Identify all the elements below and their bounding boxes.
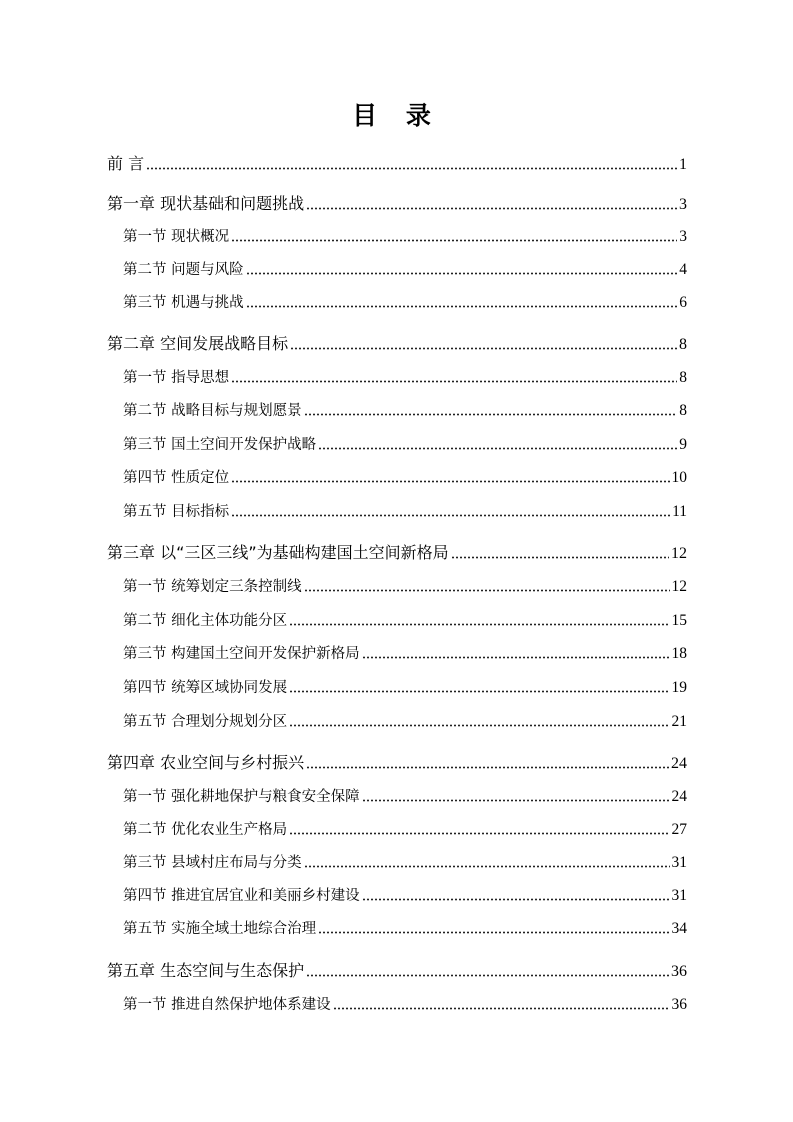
toc-page-number: 3 xyxy=(679,228,687,245)
dot-leader xyxy=(318,920,669,935)
toc-entry-label: 第二节 细化主体功能分区 xyxy=(123,613,288,629)
toc-page-number: 34 xyxy=(671,920,687,937)
dot-leader xyxy=(289,713,669,728)
toc-section-entry[interactable] xyxy=(123,851,687,872)
toc-section-entry[interactable] xyxy=(123,609,687,630)
toc-section-entry[interactable] xyxy=(123,642,687,663)
dot-leader xyxy=(304,854,670,869)
toc-entry-label: 前 言 xyxy=(107,154,145,173)
toc-entry-label: 第四节 性质定位 xyxy=(123,470,230,486)
toc-page-number: 21 xyxy=(671,713,687,730)
dot-leader xyxy=(246,294,678,309)
toc-entry-label: 第三节 机遇与挑战 xyxy=(123,295,244,311)
toc-entry-label: 第一节 现状概况 xyxy=(123,229,230,245)
toc-section-entry[interactable] xyxy=(123,500,687,521)
toc-page-number: 36 xyxy=(671,963,687,980)
toc-entry-label: 第四节 推进宜居宜业和美丽乡村建设 xyxy=(123,888,360,904)
toc-section-entry[interactable] xyxy=(123,291,687,312)
toc-page-number: 10 xyxy=(671,469,687,486)
dot-leader xyxy=(290,334,677,350)
toc-page-number: 31 xyxy=(671,854,687,871)
toc-chapter-entry[interactable] xyxy=(107,750,687,773)
toc-entry-label: 第五节 合理划分规划分区 xyxy=(123,714,288,730)
toc-entry-label: 第三节 构建国土空间开发保护新格局 xyxy=(123,646,360,662)
toc-entry-label: 第二节 战略目标与规划愿景 xyxy=(123,403,302,419)
dot-leader xyxy=(146,154,677,170)
dot-leader xyxy=(289,821,669,836)
toc-entry-label: 第四章 农业空间与乡村振兴 xyxy=(107,753,305,772)
dot-leader xyxy=(289,612,669,627)
toc-page-number: 6 xyxy=(679,294,687,311)
toc-section-entry[interactable] xyxy=(123,433,687,454)
toc-chapter-entry[interactable] xyxy=(107,151,687,174)
toc-page-number: 3 xyxy=(679,196,687,213)
toc-section-entry[interactable] xyxy=(123,710,687,731)
dot-leader xyxy=(231,228,677,243)
dot-leader xyxy=(362,887,670,902)
toc-section-entry[interactable] xyxy=(123,366,687,387)
toc-page-number: 11 xyxy=(672,503,687,520)
toc-page-number: 12 xyxy=(671,545,687,562)
dot-leader xyxy=(362,788,670,803)
toc-entry-label: 第一节 强化耕地保护与粮食安全保障 xyxy=(123,789,360,805)
toc-entry-label: 第二节 问题与风险 xyxy=(123,262,244,278)
toc-page-number: 8 xyxy=(679,402,687,419)
dot-leader xyxy=(306,961,669,977)
toc-section-entry[interactable] xyxy=(123,993,687,1014)
toc-section-entry[interactable] xyxy=(123,258,687,279)
toc-section-entry[interactable] xyxy=(123,884,687,905)
toc-section-entry[interactable] xyxy=(123,575,687,596)
dot-leader xyxy=(306,753,669,769)
dot-leader xyxy=(451,543,669,559)
toc-entry-label: 第五节 目标指标 xyxy=(123,504,230,520)
toc-section-entry[interactable] xyxy=(123,466,687,487)
toc-page-number: 31 xyxy=(671,887,687,904)
dot-leader xyxy=(318,436,677,451)
dot-leader xyxy=(362,645,670,660)
toc-entry-label: 第一章 现状基础和问题挑战 xyxy=(107,194,305,213)
toc-page-number: 36 xyxy=(671,996,687,1013)
dot-leader xyxy=(246,261,678,276)
toc-section-entry[interactable] xyxy=(123,917,687,938)
dot-leader xyxy=(304,402,678,417)
page-title: 目 录 xyxy=(352,101,441,130)
toc-page-number: 15 xyxy=(671,612,687,629)
toc-section-entry[interactable] xyxy=(123,676,687,697)
toc-section-entry[interactable] xyxy=(123,818,687,839)
toc-page-number: 18 xyxy=(671,645,687,662)
toc-page-number: 19 xyxy=(671,679,687,696)
dot-leader xyxy=(231,469,669,484)
dot-leader xyxy=(231,503,670,518)
toc-entry-label: 第五节 实施全域土地综合治理 xyxy=(123,921,317,937)
dot-leader xyxy=(231,369,677,384)
toc-section-entry[interactable] xyxy=(123,225,687,246)
toc-entry-label: 第二节 优化农业生产格局 xyxy=(123,822,288,838)
toc-entry-label: 第二章 空间发展战略目标 xyxy=(107,334,289,353)
toc-page-number: 24 xyxy=(671,788,687,805)
toc-entry-label: 第一节 统筹划定三条控制线 xyxy=(123,579,302,595)
toc-chapter-entry[interactable] xyxy=(107,958,687,981)
toc-page-number: 12 xyxy=(671,578,687,595)
toc-page-number: 8 xyxy=(679,369,687,386)
toc-entry-label: 第三节 国土空间开发保护战略 xyxy=(123,437,317,453)
dot-leader xyxy=(289,679,669,694)
toc-chapter-entry[interactable] xyxy=(107,540,687,563)
dot-leader xyxy=(333,996,670,1011)
dot-leader xyxy=(304,578,670,593)
toc-entry-label: 第三节 县域村庄布局与分类 xyxy=(123,855,302,871)
toc-entry-label: 第一节 指导思想 xyxy=(123,370,230,386)
toc-page-number: 1 xyxy=(679,156,687,173)
toc-page-number: 9 xyxy=(679,436,687,453)
toc-entry-label: 第四节 统筹区域协同发展 xyxy=(123,680,288,696)
toc-chapter-entry[interactable] xyxy=(107,331,687,354)
toc-page-number: 24 xyxy=(671,755,687,772)
dot-leader xyxy=(306,194,677,210)
toc-entry-label: 第一节 推进自然保护地体系建设 xyxy=(123,997,331,1013)
toc-page-number: 27 xyxy=(671,821,687,838)
toc-page-number: 8 xyxy=(679,336,687,353)
toc-entry-label: 第三章 以“三区三线”为基础构建国土空间新格局 xyxy=(107,543,449,562)
toc-page-number: 4 xyxy=(679,261,687,278)
toc-chapter-entry[interactable] xyxy=(107,191,687,214)
toc-section-entry[interactable] xyxy=(123,785,687,806)
toc-section-entry[interactable] xyxy=(123,399,687,420)
toc-entry-label: 第五章 生态空间与生态保护 xyxy=(107,961,305,980)
